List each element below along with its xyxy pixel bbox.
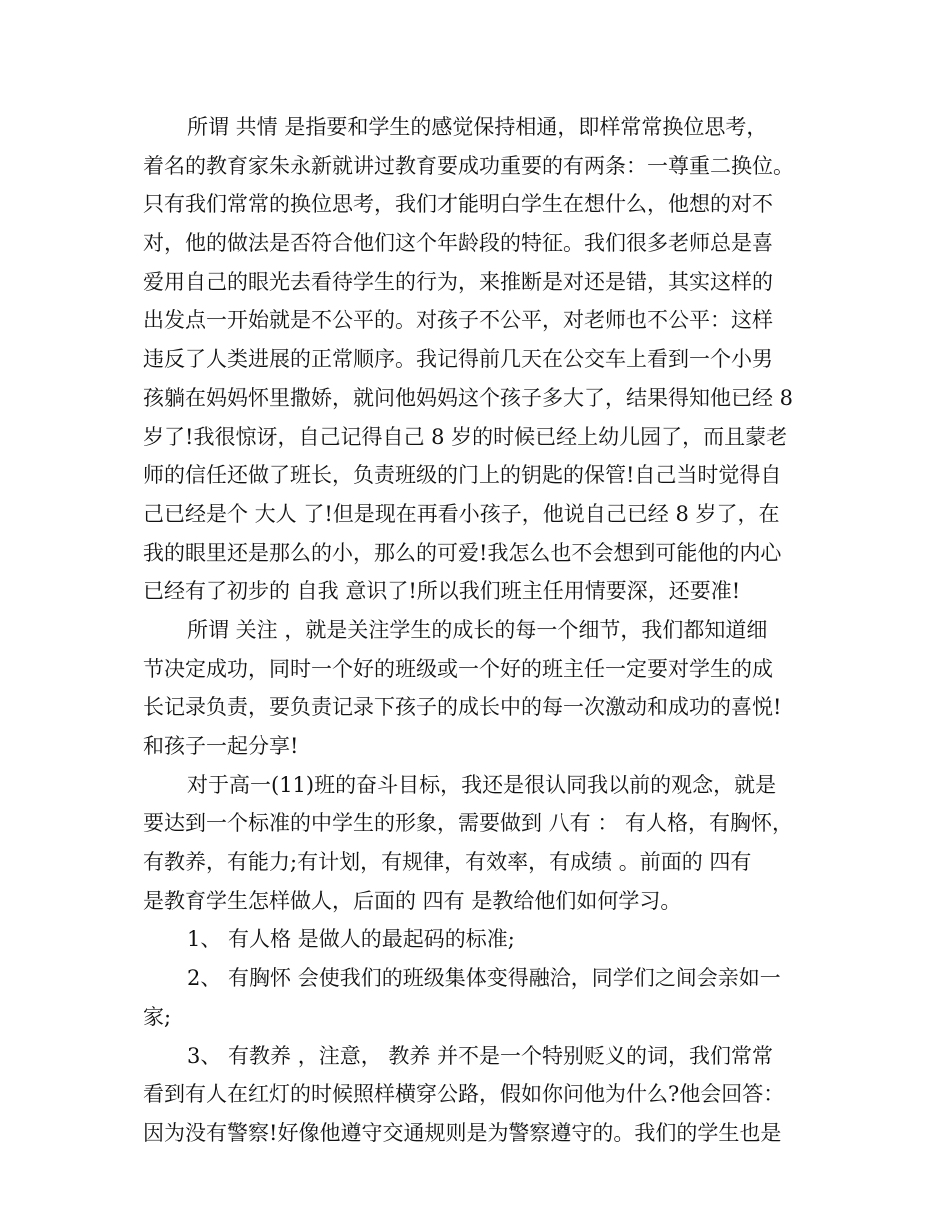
text-line: 所谓 关注 ，就是关注学生的成长的每一个细节，我们都知道细 (187, 617, 768, 642)
text-line: 对于高一(11)班的奋斗目标，我还是很认同我以前的观念，就是 (187, 772, 777, 797)
text-line: 岁了!我很惊讶，自己记得自己 8 岁的时候已经上幼儿园了，而且蒙老 (143, 424, 788, 449)
text-line: 是教育学生怎样做人，后面的 四有 是教给他们如何学习。 (143, 888, 682, 913)
text-line: 有教养，有能力;有计划，有规律，有效率，有成绩 。前面的 四有 (143, 850, 752, 875)
text-line: 爱用自己的眼光去看待学生的行为，来推断是对还是错，其实这样的 (143, 269, 773, 294)
text-line: 节决定成功，同时一个好的班级或一个好的班主任一定要对学生的成 (143, 656, 773, 681)
text-line: 家; (143, 1004, 172, 1029)
text-line: 看到有人在红灯的时候照样横穿公路，假如你问他为什么?他会回答： (143, 1082, 785, 1107)
text-line: 3、 有教养 ，注意， 教养 并不是一个特别贬义的词，我们常常 (187, 1043, 774, 1068)
text-line: 因为没有警察!好像他遵守交通规则是为警察遵守的。我们的学生也是 (143, 1120, 782, 1145)
text-line: 对，他的做法是否符合他们这个年龄段的特征。我们很多老师总是喜 (143, 231, 773, 256)
text-line: 我的眼里还是那么的小，那么的可爱!我怎么也不会想到可能他的内心 (143, 540, 782, 565)
text-line: 违反了人类进展的正常顺序。我记得前几天在公交车上看到一个小男 (143, 347, 773, 372)
text-line: 已经有了初步的 自我 意识了!所以我们班主任用情要深，还要准! (143, 579, 741, 604)
text-line: 着名的教育家朱永新就讲过教育要成功重要的有两条：一尊重二换位。 (143, 153, 794, 178)
text-line: 长记录负责，要负责记录下孩子的成长中的每一次激动和成功的喜悦! (143, 695, 782, 720)
text-line: 只有我们常常的换位思考，我们才能明白学生在想什么，他想的对不 (143, 192, 773, 217)
text-line: 孩躺在妈妈怀里撒娇，就问他妈妈这个孩子多大了，结果得知他已经 8 (143, 385, 794, 410)
text-line: 己已经是个 大人 了!但是现在再看小孩子，他说自己已经 8 岁了，在 (143, 501, 780, 526)
text-line: 师的信任还做了班长，负责班级的门上的钥匙的保管!自己当时觉得自 (143, 463, 782, 488)
text-line: 要达到一个标准的中学生的形象，需要做到 八有 ： 有人格，有胸怀， (143, 811, 794, 836)
text-line: 1、 有人格 是做人的最起码的标准; (187, 927, 515, 952)
text-line: 和孩子一起分享! (143, 734, 299, 758)
text-line: 出发点一开始就是不公平的。对孩子不公平，对老师也不公平：这样 (143, 308, 773, 333)
text-line: 2、 有胸怀 会使我们的班级集体变得融洽，同学们之间会亲如一 (187, 966, 781, 991)
document-body (143, 108, 823, 1153)
text-line: 所谓 共情 是指要和学生的感觉保持相通，即样常常换位思考， (187, 115, 768, 139)
